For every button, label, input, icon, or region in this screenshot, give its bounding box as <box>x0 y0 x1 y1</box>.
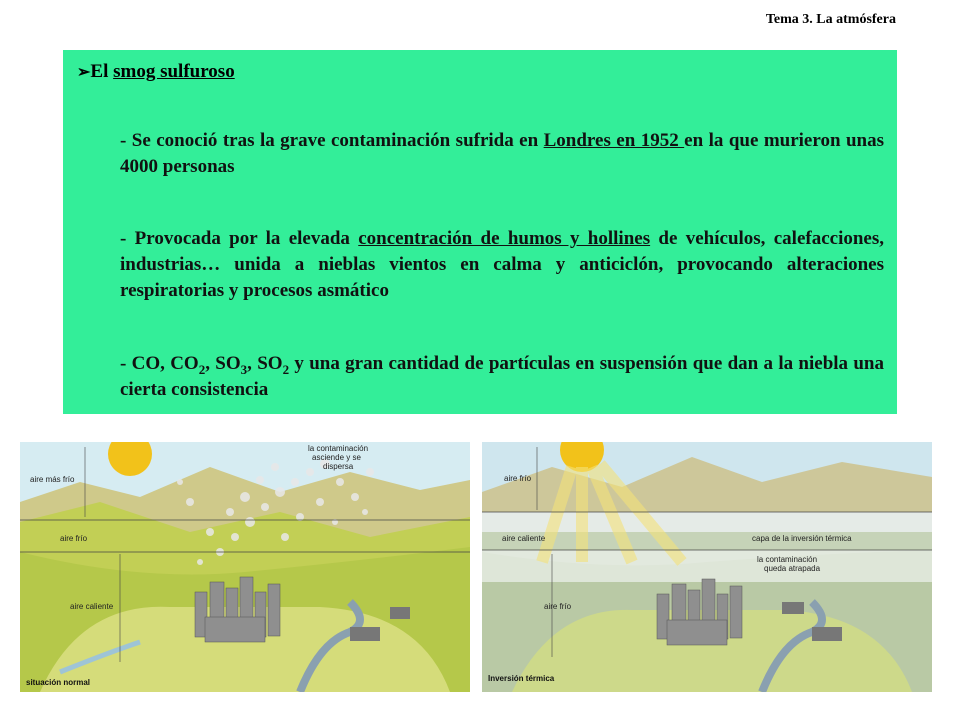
p3-text-3: , SO <box>247 353 283 374</box>
p1-text-after: en la que murieron unas 4000 personas <box>120 130 884 177</box>
arrow-bullet-icon: ➢ <box>77 64 91 81</box>
label-air-warm: aire caliente <box>70 602 114 611</box>
valley-normal-drawing <box>20 442 470 692</box>
valley-inversion-drawing <box>482 442 932 692</box>
illustration-normal-situation <box>20 442 470 692</box>
p2-text-underlined: concentración de humos y hollines <box>358 228 651 249</box>
caption-normal-situation: situación normal <box>26 678 91 687</box>
label-air-cold: aire frío <box>60 534 88 543</box>
label-pollution-line-1: la contaminación <box>308 444 369 453</box>
caption-thermal-inversion: Inversión térmica <box>488 674 555 683</box>
p3-text-2: , SO <box>205 353 241 374</box>
p1-text-before: - Se conoció tras la grave contaminación sufrida en <box>120 130 544 151</box>
paragraph-components <box>120 351 884 403</box>
label-air-cold-bottom: aire frío <box>544 602 572 611</box>
paragraph-london <box>120 128 884 180</box>
label-air-warm: aire caliente <box>502 534 546 543</box>
label-air-colder: aire más frío <box>30 475 75 484</box>
p2-text-after: de vehículos, calefacciones, industrias… unida a nieblas vientos en calma y anticiclón, provocando alteraciones respiratorias y procesos asmático <box>120 228 885 301</box>
p1-text-underlined: Londres en 1952 <box>543 130 685 151</box>
section-title <box>77 61 235 83</box>
p3-sub-2: 3 <box>240 361 248 377</box>
label-inversion-layer: capa de la inversión térmica <box>752 534 852 543</box>
label-pollution-line-3: dispersa <box>323 462 354 471</box>
label-pollution-line-2: asciende y se <box>312 453 361 462</box>
paragraph-cause <box>120 226 884 304</box>
p3-sub-3: 2 <box>282 361 290 377</box>
content-box <box>63 50 897 414</box>
title-underlined: smog sulfuroso <box>113 61 235 82</box>
title-prefix: El <box>90 61 114 82</box>
label-pollution-line-1: la contaminación <box>757 555 818 564</box>
page-header-topic: Tema 3. La atmósfera <box>765 12 896 27</box>
p3-text-1: - CO, CO <box>120 353 199 374</box>
p3-sub-1: 2 <box>198 361 206 377</box>
p3-text-4: y una gran cantidad de partículas en suspensión que dan a la niebla una cierta consistencia <box>120 353 885 400</box>
label-air-cold-top: aire frío <box>504 474 532 483</box>
label-pollution-line-2: queda atrapada <box>764 564 821 573</box>
illustration-thermal-inversion <box>482 442 932 692</box>
p2-text-before: - Provocada por la elevada <box>120 228 359 249</box>
